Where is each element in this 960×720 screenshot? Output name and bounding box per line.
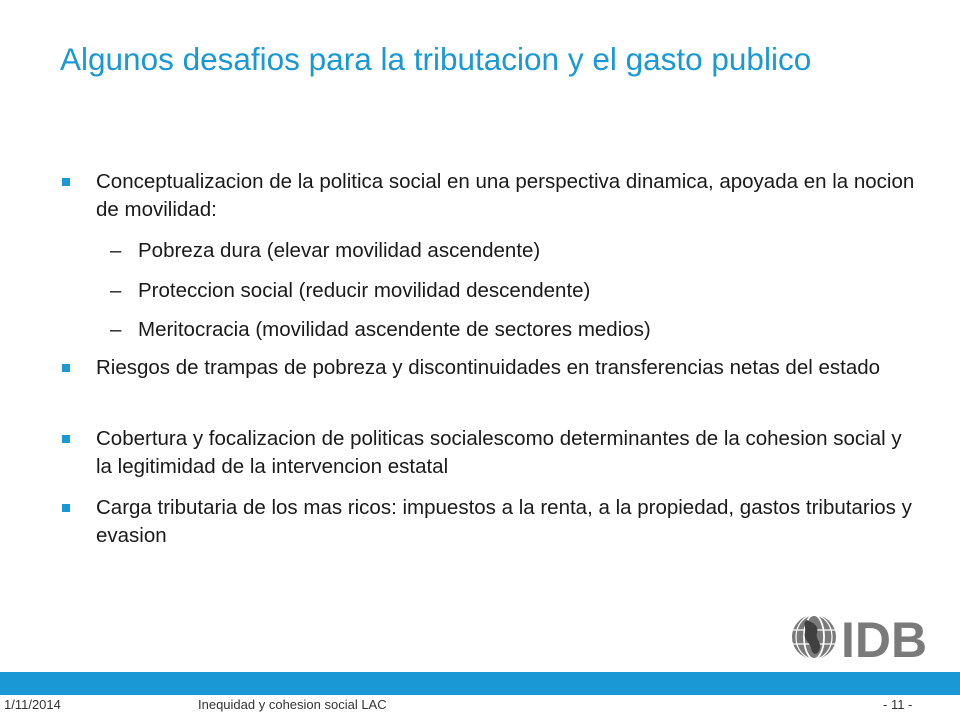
globe-icon (792, 615, 836, 659)
sub-bullet-item (110, 237, 918, 265)
sub-bullet-text: Proteccion social (reducir movilidad descendente) (138, 279, 591, 302)
bullet-text: Cobertura y focalizacion de politicas socialescomo determinantes de la cohesion social y la legitimidad de la intervencion estatal (96, 427, 902, 478)
footer-title: Inequidad y cohesion social LAC (198, 697, 387, 712)
bullet-text: Riesgos de trampas de pobreza y discontinuidades en transferencias netas del estado (96, 356, 881, 379)
bullet-item (96, 168, 916, 224)
sub-bullet-item (110, 316, 918, 344)
footer-date: 1/11/2014 (4, 697, 61, 712)
bullet-item (96, 425, 916, 481)
dash-bullet-icon: – (110, 239, 122, 262)
bullet-text: Conceptualizacion de la politica social en una perspectiva dinamica, apoyada en la nocion de movilidad: (96, 170, 915, 221)
sub-bullet-text: Meritocracia (movilidad ascendente de sectores medios) (138, 318, 651, 341)
bullet-text: Carga tributaria de los mas ricos: impuestos a la renta, a la propiedad, gastos tributarios y evasion (96, 496, 912, 547)
square-bullet-icon (62, 504, 70, 512)
page-number: - 11 - (883, 697, 913, 712)
bullet-item (96, 354, 916, 382)
bullet-item (96, 494, 916, 550)
footer-bar (0, 672, 960, 695)
sub-bullet-text: Pobreza dura (elevar movilidad ascendente) (138, 239, 541, 262)
slide-title: Algunos desafios para la tributacion y el gasto publico (60, 41, 812, 77)
square-bullet-icon (62, 364, 70, 372)
square-bullet-icon (62, 178, 70, 186)
idb-logo (790, 610, 930, 664)
logo-text: IDB (841, 612, 928, 664)
dash-bullet-icon: – (110, 279, 122, 302)
sub-bullet-item (110, 277, 918, 305)
square-bullet-icon (62, 435, 70, 443)
dash-bullet-icon: – (110, 318, 122, 341)
